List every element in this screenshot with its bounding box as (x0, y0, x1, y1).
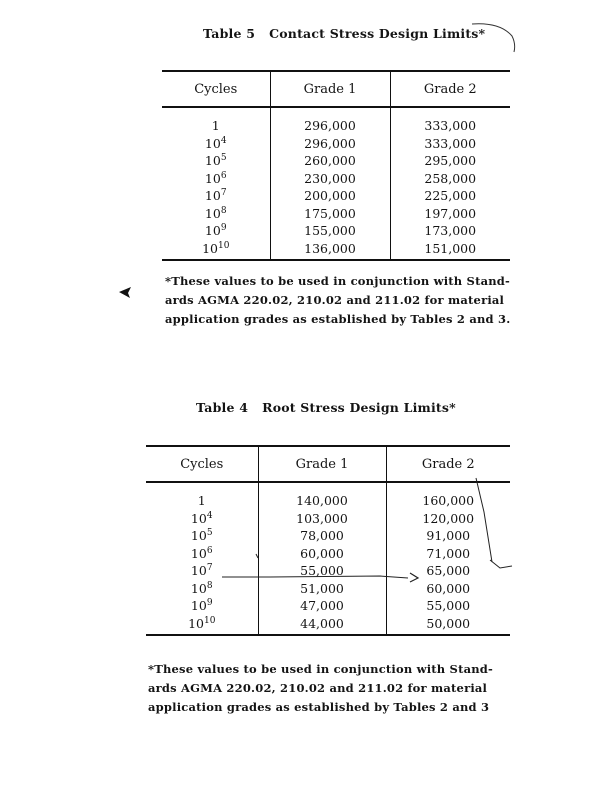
grade1-cell: 44,000 (258, 615, 386, 636)
grade2-cell: 333,000 (424, 118, 477, 134)
handwritten-curve-mark (470, 18, 530, 58)
table-row (162, 205, 510, 223)
table5-header-row (162, 71, 510, 107)
cycles-cell: $10^8$ (146, 580, 258, 598)
grade1-cell: 296,000 (270, 107, 390, 135)
table5-number: Table 5 (203, 26, 256, 41)
table-row (146, 597, 510, 615)
cycles-cell: $10^5$ (162, 152, 270, 170)
grade1-cell: 60,000 (258, 545, 386, 563)
grade1-cell: 47,000 (258, 597, 386, 615)
grade2-cell: 225,000 (424, 188, 477, 204)
table-row (162, 240, 510, 261)
grade1-cell: 103,000 (258, 510, 386, 528)
table-row (146, 615, 510, 636)
table4-header-grade2: Grade 2 (386, 446, 510, 482)
cycles-cell: $10^9$ (162, 222, 270, 240)
grade1-cell: 78,000 (258, 527, 386, 545)
cycles-cell: $10^9$ (146, 597, 258, 615)
table4-footnote-line3: application grades as established by Tables 2 and 3 (148, 700, 490, 714)
table5-header-cycles: Cycles (162, 71, 270, 107)
table-row (162, 187, 510, 205)
grade2-cell: 50,000 (386, 615, 510, 636)
table5-title: Contact Stress Design Limits* (269, 26, 486, 41)
grade2-cell: 295,000 (424, 153, 477, 169)
grade1-cell: 136,000 (270, 240, 390, 261)
cycles-cell: $10^7$ (162, 187, 270, 205)
grade2-cell: 60,000 (426, 580, 471, 596)
cycles-cell: $10^4$ (146, 510, 258, 528)
table4-number: Table 4 (196, 400, 249, 415)
table5-caption (203, 26, 485, 41)
grade2-cell: 197,000 (424, 205, 477, 221)
table5-header-grade1: Grade 1 (270, 71, 390, 107)
grade2-cell: 151,000 (390, 240, 510, 261)
table4-footnote-line2: ards AGMA 220.02, 210.02 and 211.02 for material (148, 681, 488, 695)
grade1-cell: 260,000 (270, 152, 390, 170)
grade2-cell: 65,000 (426, 563, 471, 579)
grade2-cell: 258,000 (424, 170, 477, 186)
grade1-cell: 51,000 (258, 580, 386, 598)
handwritten-annotation-lines (200, 470, 520, 590)
table4-title: Root Stress Design Limits* (262, 400, 456, 415)
grade1-cell: 55,000 (258, 562, 386, 580)
grade2-cell: 55,000 (426, 598, 471, 614)
table5-header-grade2: Grade 2 (390, 71, 510, 107)
cycles-cell: 1 (146, 482, 258, 510)
grade2-cell: 91,000 (426, 528, 471, 544)
grade2-cell: 71,000 (426, 545, 471, 561)
grade2-cell: 333,000 (424, 135, 477, 151)
cycles-cell: $10^6$ (162, 170, 270, 188)
table-row (162, 222, 510, 240)
grade1-cell: 155,000 (270, 222, 390, 240)
table-row (162, 152, 510, 170)
cycles-cell: $10^5$ (146, 527, 258, 545)
grade1-cell: 175,000 (270, 205, 390, 223)
cycles-cell: $10^{10}$ (146, 615, 258, 636)
table-row (162, 135, 510, 153)
grade2-cell: 160,000 (422, 493, 475, 509)
table5-footnote (165, 272, 510, 329)
table-row (162, 107, 510, 135)
table5-footnote-line1: *These values to be used in conjunction with Stand- (165, 274, 511, 288)
table5-footnote-line3: application grades as established by Tables 2 and 3. (165, 312, 511, 326)
cycles-cell: 1 (162, 107, 270, 135)
cycles-cell: $10^{10}$ (162, 240, 270, 261)
grade1-cell: 296,000 (270, 135, 390, 153)
table5-grid (162, 70, 510, 261)
table4-caption (196, 400, 456, 415)
grade2-cell: 173,000 (424, 223, 477, 239)
ink-blot-mark (118, 286, 134, 300)
table4-footnote (148, 660, 493, 717)
cycles-cell: $10^8$ (162, 205, 270, 223)
table4-header-grade1: Grade 1 (258, 446, 386, 482)
cycles-cell: $10^6$ (146, 545, 258, 563)
table4-header-cycles: Cycles (146, 446, 258, 482)
table-row (162, 170, 510, 188)
grade1-cell: 140,000 (258, 482, 386, 510)
cycles-cell: $10^4$ (162, 135, 270, 153)
grade2-cell: 120,000 (422, 510, 475, 526)
cycles-cell: $10^7$ (146, 562, 258, 580)
table4-footnote-line1: *These values to be used in conjunction with Stand- (148, 662, 494, 676)
table5-footnote-line2: ards AGMA 220.02, 210.02 and 211.02 for material (165, 293, 505, 307)
grade1-cell: 200,000 (270, 187, 390, 205)
grade1-cell: 230,000 (270, 170, 390, 188)
